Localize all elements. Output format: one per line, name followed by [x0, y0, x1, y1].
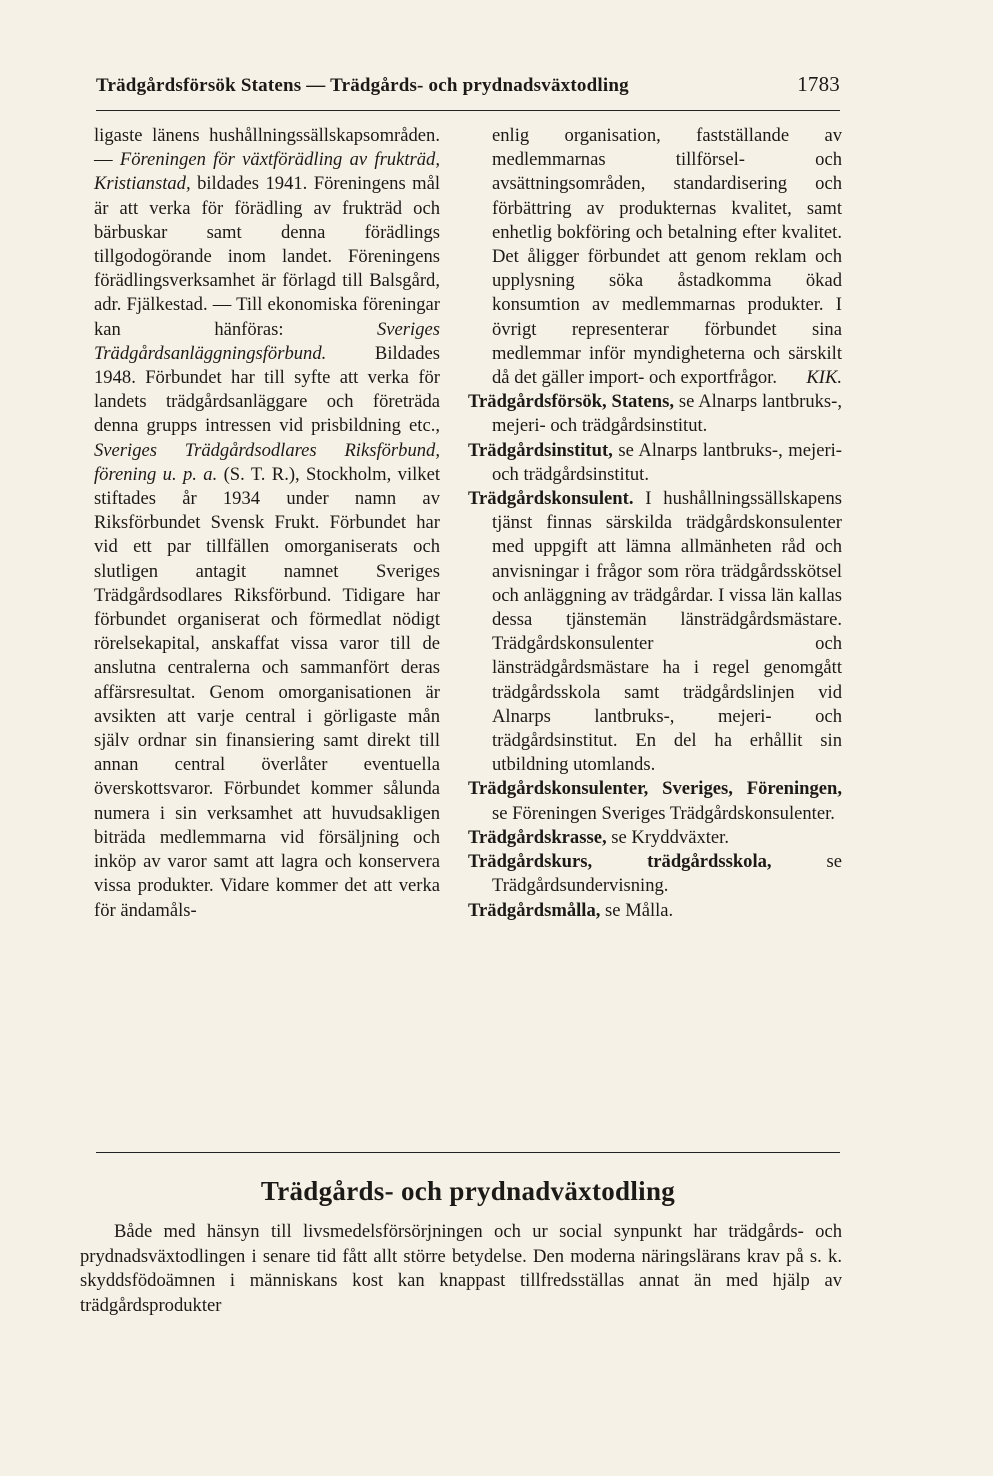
entry-headword: Trädgårdsförsök, Statens,	[468, 391, 674, 413]
text-run: ligaste länens hushållningssällskapsområden. —	[94, 125, 440, 171]
header-title: Trädgårdsförsök Statens — Trädgårds- och prydnadsväxtodling	[96, 75, 629, 96]
dictionary-entry	[468, 487, 842, 777]
entry-headword: Trädgårdsmålla,	[468, 899, 601, 921]
text-run: Bildades 1948. Förbundet har till syfte att verka för landets trädgårdsanläggare och företräda denna grupps intressen vid prisbildning etc.,	[94, 342, 440, 437]
running-header	[96, 72, 840, 97]
dictionary-entry	[468, 439, 842, 487]
page-number: 1783	[797, 72, 840, 96]
entry-text: se Föreningen Sveriges Trädgårdskonsulenter.	[492, 802, 835, 824]
left-column	[94, 124, 440, 923]
text-run: enlig organisation, fastställande av medlemmarnas tillförsel- och avsättningsområden, standardisering och förbättring av produkternas kvalitet, samt enhetlig bokföring och betalning efter kvalitet. Det åligger förbundet att genom reklam och upplysning söka åstadkomma ökad konsumtion av medlemmarnas produkter. I övrigt representerar förbundet sina medlemmar inför myndigheterna och särskilt då det gäller import- och exportfrågor.	[492, 125, 842, 389]
dictionary-entry	[468, 777, 842, 825]
entry-text: se Alnarps lantbruks-, mejeri- och trädgårdsinstitut.	[492, 439, 842, 485]
section-rule	[96, 1152, 840, 1153]
section-body	[80, 1220, 842, 1318]
text-run: bildades 1941. Föreningens mål är att verka för förädling av frukträd och bärbuskar samt denna förädlings tillgodogörande inom landet. Föreningens förädlingsverksamhet är förlagd till Balsgård, adr. Fjälkestad. — Till ekonomiska föreningar kan hänföras:	[94, 173, 440, 340]
entry-text: se Alnarps lantbruks-, mejeri- och trädgårdsinstitut.	[492, 391, 842, 437]
author-signature: KIK.	[806, 367, 842, 389]
entry-headword: Trädgårdskrasse,	[468, 826, 607, 848]
italic-run: Föreningen för växtförädling av frukträd, Kristianstad,	[94, 149, 440, 195]
italic-run: Sveriges Trädgårdsanläggningsförbund.	[94, 318, 440, 364]
entry-headword: Trädgårdskonsulenter, Sveriges, Föreningen,	[468, 778, 842, 800]
entry-text: I hushållningssällskapens tjänst finnas särskilda trädgårdskonsulenter med uppgift att lämna allmänheten råd och anvisningar i frågor som röra trädgårdsskötsel och anläggning av trädgårdar. I vissa län kallas dessa tjänstemän länsträdgårdsmästare. Trädgårdskonsulenter och länsträdgårdsmästare ha i regel genomgått trädgårdsskola samt trädgårdslinjen vid Alnarps lantbruks-, mejeri- och trädgårdsinstitut. En del ha erhållit sin utbildning utomlands.	[492, 488, 842, 776]
entry-text: se Kryddväxter.	[606, 826, 729, 848]
section-paragraph: Både med hänsyn till livsmedelsförsörjningen och ur social synpunkt har trädgårds- och prydnadsväxtodlingen i senare tid fått allt större betydelse. Den moderna näringslärans krav på s. k. skyddsfödoämnen i människans kost kan knappast tillfredsställas annat än med hjälp av trädgårdsprodukter	[80, 1221, 842, 1316]
section-title: Trädgårds- och prydnadväxtodling	[260, 1176, 676, 1206]
continued-paragraph	[468, 124, 842, 390]
italic-run: Sveriges Trädgårdsodlares Riksförbund, förening u. p. a.	[94, 439, 440, 485]
dictionary-entry	[468, 390, 842, 438]
dictionary-entry	[468, 899, 842, 923]
dictionary-entry	[468, 826, 842, 850]
entry-headword: Trädgårdskonsulent.	[468, 488, 634, 510]
entry-headword: Trädgårdskurs, trädgårdsskola,	[468, 851, 772, 873]
entry-text: se Målla.	[600, 899, 674, 921]
right-column	[468, 124, 842, 923]
dictionary-entry	[468, 850, 842, 898]
entry-headword: Trädgårdsinstitut,	[468, 439, 613, 461]
entry-text: se Trädgårdsundervisning.	[492, 851, 842, 897]
left-paragraph	[94, 124, 440, 923]
header-rule	[96, 110, 840, 111]
text-run: (S. T. R.), Stockholm, vilket stiftades år 1934 under namn av Riksförbundet Svensk Frukt. Förbundet har vid ett par tillfällen omorganiserats och slutligen antagit namnet Sveriges Trädgårdsodlares Riksförbund. Tidigare har förbundet organiserat och förmedlat nödigt rörelsekapital, anskaffat vissa varor till de anslutna centralerna och sammanfört deras affärsresultat. Genom omorganisationen är avsikten att varje central i görligaste mån själv ordnar sin finansiering samt direkt till annan central överlåter eventuella överskottsvaror. Förbundet kommer sålunda numera i sin verksamhet att huvudsakligen biträda medlemmarna vid försäljning och inköp av varor samt att lagra och konservera vissa produkter. Vidare kommer det att verka för ändamåls-	[94, 463, 440, 921]
